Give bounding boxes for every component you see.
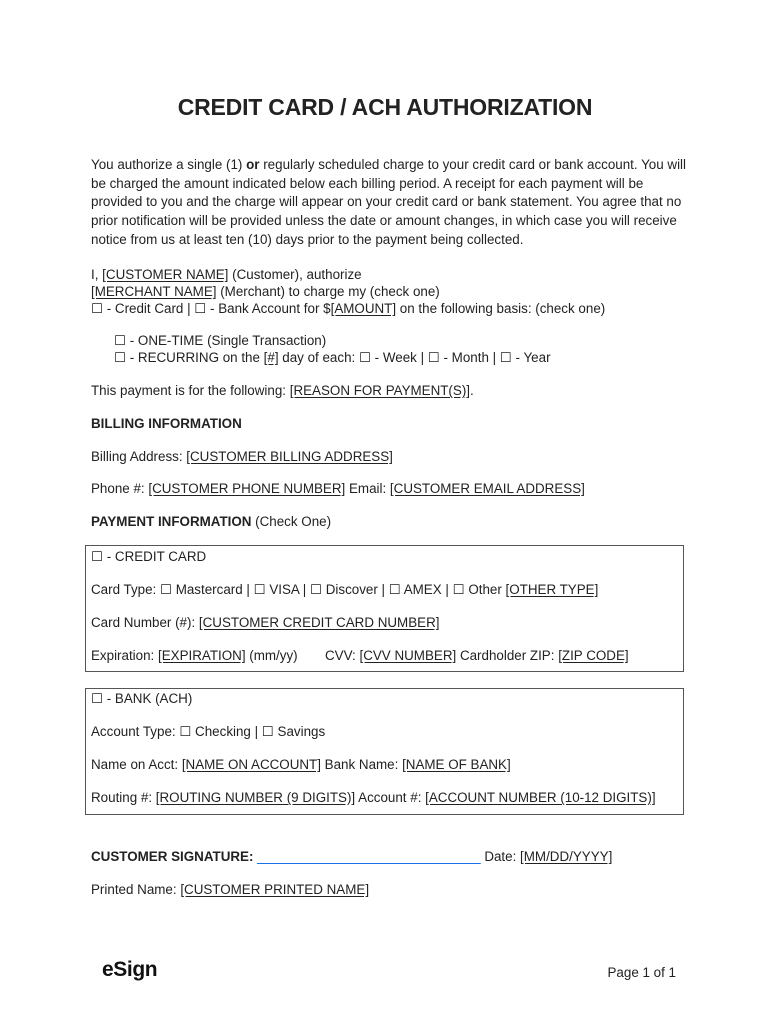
document-title: CREDIT CARD / ACH AUTHORIZATION xyxy=(177,94,593,120)
bank-name-field[interactable]: [NAME OF BANK] xyxy=(402,757,511,772)
routing-line xyxy=(91,789,656,806)
amount-field[interactable]: [AMOUNT] xyxy=(330,301,397,316)
routing-field[interactable]: [ROUTING NUMBER (9 DIGITS)] xyxy=(155,790,356,805)
credit-card-option[interactable]: ☐ - CREDIT CARD xyxy=(91,549,207,564)
printed-name-label: Printed Name: xyxy=(91,882,181,897)
bank-name-label: Bank Name: xyxy=(320,757,403,772)
merchant-suffix: (Merchant) to charge my (check one) xyxy=(216,284,440,299)
recurring-day-field[interactable]: [#] xyxy=(263,350,279,365)
routing-label: Routing #: xyxy=(91,790,156,805)
expiration-line xyxy=(91,647,298,664)
card-number-label: Card Number (#): xyxy=(91,615,199,630)
recurring-prefix: ☐ - RECURRING on the xyxy=(114,350,264,365)
reason-suffix: . xyxy=(470,383,474,398)
cvv-zip-line xyxy=(325,647,629,664)
page-number: Page 1 of 1 xyxy=(607,965,676,980)
recurring-option[interactable] xyxy=(114,349,551,366)
printed-name-line xyxy=(91,881,369,898)
date-label: Date: xyxy=(480,849,521,864)
account-number-field[interactable]: [ACCOUNT NUMBER (10-12 DIGITS)] xyxy=(425,790,656,805)
signature-line xyxy=(91,848,612,865)
reason-label: This payment is for the following: xyxy=(91,383,290,398)
card-type-line xyxy=(91,581,598,598)
payment-heading xyxy=(91,513,331,530)
card-number-line xyxy=(91,614,439,631)
billing-address-line xyxy=(91,448,393,465)
date-field[interactable]: [MM/DD/YYYY] xyxy=(520,849,613,864)
name-on-account-label: Name on Acct: xyxy=(91,757,182,772)
signature-label: CUSTOMER SIGNATURE: xyxy=(91,849,254,864)
account-number-label: Account #: xyxy=(355,790,426,805)
cvv-label: CVV: xyxy=(325,648,360,663)
payment-method-line xyxy=(91,300,605,317)
merchant-line xyxy=(91,283,440,300)
phone-email-line xyxy=(91,480,585,497)
cvv-field[interactable]: [CVV NUMBER] xyxy=(359,648,457,663)
billing-address-field[interactable]: [CUSTOMER BILLING ADDRESS] xyxy=(186,449,393,464)
email-field[interactable]: [CUSTOMER EMAIL ADDRESS] xyxy=(389,481,585,496)
bank-name-line xyxy=(91,756,511,773)
customer-suffix: (Customer), authorize xyxy=(228,267,362,282)
zip-label: Cardholder ZIP: xyxy=(456,648,559,663)
reason-field[interactable]: [REASON FOR PAYMENT(S)] xyxy=(289,383,471,398)
recurring-frequency-checkboxes[interactable]: day of each: ☐ - Week | ☐ - Month | ☐ - Year xyxy=(278,350,551,365)
email-label: Email: xyxy=(345,481,390,496)
bank-option[interactable]: ☐ - BANK (ACH) xyxy=(91,691,193,706)
signature-field[interactable]: ______________________________ xyxy=(257,849,481,864)
intro-paragraph xyxy=(91,156,691,250)
authorize-line xyxy=(91,266,362,283)
merchant-name-field[interactable]: [MERCHANT NAME] xyxy=(91,284,217,299)
intro-text-post: regularly scheduled charge to your credit card or bank account. You will be charged the amount indicated below each billing period. A receipt for each payment will be provided to you and the charge will appear on your credit card or bank statement. You agree that no prior notification will be provided unless the date or amount changes, in which case you will receive notice from us at least ten (10) days prior to the payment being collected. xyxy=(91,157,687,247)
billing-address-label: Billing Address: xyxy=(91,449,187,464)
payment-method-checkboxes[interactable]: ☐ - Credit Card | ☐ - Bank Account for $ xyxy=(91,301,331,316)
name-on-account-field[interactable]: [NAME ON ACCOUNT] xyxy=(181,757,321,772)
intro-text-pre: You authorize a single (1) xyxy=(91,157,247,172)
esign-logo: eSign xyxy=(102,958,158,981)
authorize-i: I, xyxy=(91,267,103,282)
phone-field[interactable]: [CUSTOMER PHONE NUMBER] xyxy=(148,481,346,496)
one-time-option[interactable]: ☐ - ONE-TIME (Single Transaction) xyxy=(114,333,327,348)
expiration-field[interactable]: [EXPIRATION] xyxy=(158,648,246,663)
method-suffix: on the following basis: (check one) xyxy=(396,301,606,316)
billing-heading: BILLING INFORMATION xyxy=(91,416,242,431)
zip-field[interactable]: [ZIP CODE] xyxy=(558,648,629,663)
card-type-checkboxes[interactable]: Card Type: ☐ Mastercard | ☐ VISA | ☐ Discover | ☐ AMEX | ☐ Other xyxy=(91,582,506,597)
other-type-field[interactable]: [OTHER TYPE] xyxy=(505,582,599,597)
customer-name-field[interactable]: [CUSTOMER NAME] xyxy=(102,267,229,282)
expiration-label: Expiration: xyxy=(91,648,158,663)
payment-heading-bold: PAYMENT INFORMATION xyxy=(91,514,252,529)
printed-name-field[interactable]: [CUSTOMER PRINTED NAME] xyxy=(180,882,370,897)
intro-or: or xyxy=(246,157,260,172)
reason-line xyxy=(91,382,474,399)
account-type-checkboxes[interactable]: Account Type: ☐ Checking | ☐ Savings xyxy=(91,724,326,739)
phone-label: Phone #: xyxy=(91,481,149,496)
expiration-suffix: (mm/yy) xyxy=(245,648,298,663)
payment-heading-suffix: (Check One) xyxy=(251,514,332,529)
card-number-field[interactable]: [CUSTOMER CREDIT CARD NUMBER] xyxy=(198,615,440,630)
